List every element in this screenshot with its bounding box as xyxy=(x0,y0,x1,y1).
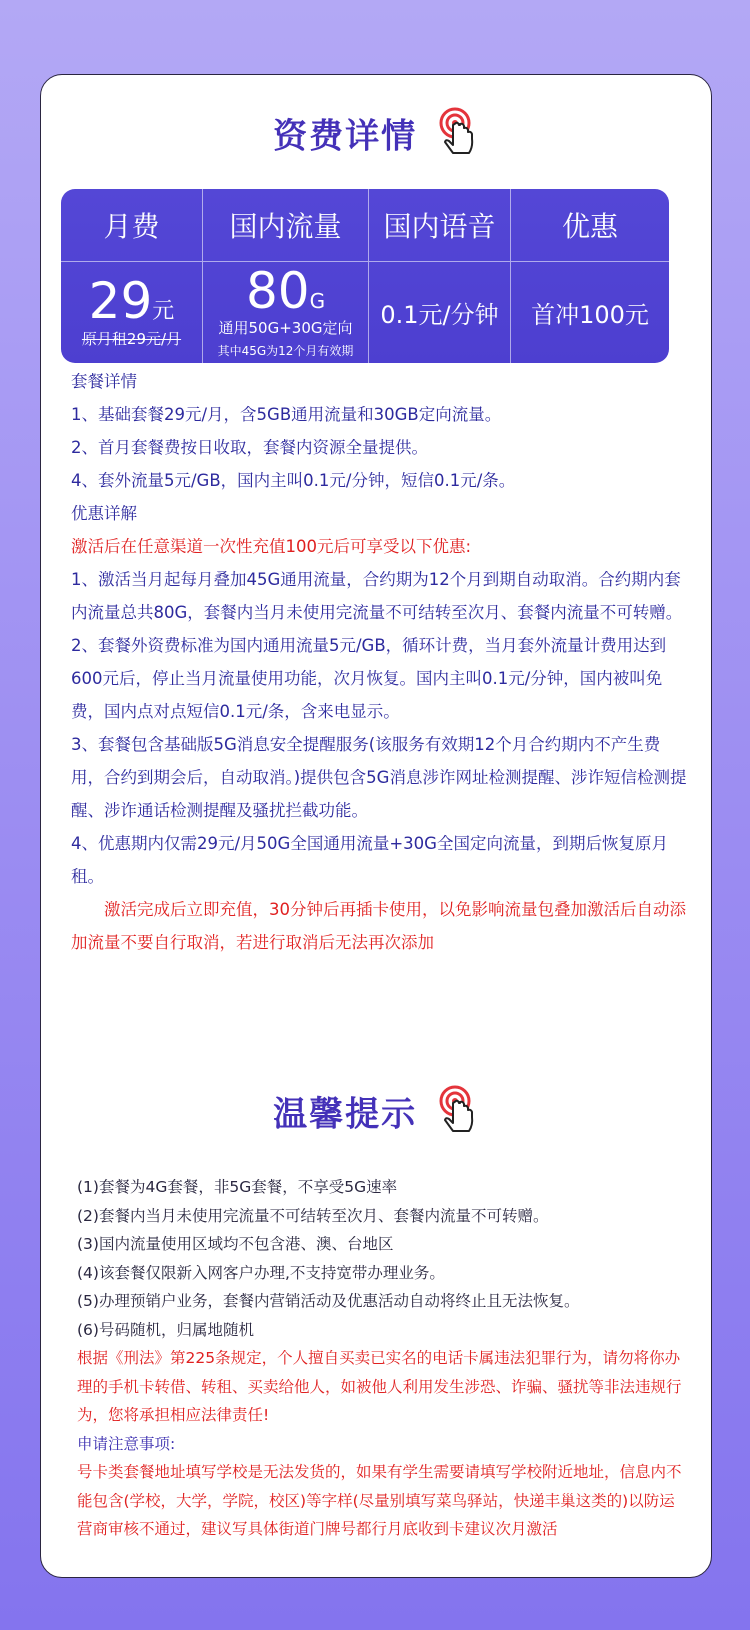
data-cell xyxy=(203,261,369,363)
fee-unit: 元 xyxy=(152,299,175,324)
promo-item: 1、激活当月起每月叠加45G通用流量，合约期为12个月到期自动取消。合约期内套内流量总共80G，套餐内当月未使用完流量不可结转至次月、套餐内流量不可转赠。 xyxy=(71,570,683,622)
plan-details xyxy=(71,365,691,959)
tip-item: (6)号码随机，归属地随机 xyxy=(77,1320,254,1339)
apply-notice: 号卡类套餐地址填写学校是无法发货的，如果有学生需要请填写学校附近地址，信息内不能包含(学校，大学，学院，校区)等字样(尽量别填写菜鸟驿站，快递丰巢这类的)以防运营商审核不通过，建议写具体街道门牌号都行月底收到卡建议次月激活 xyxy=(77,1463,682,1538)
apply-heading: 申请注意事项: xyxy=(77,1434,176,1453)
promo-item: 4、优惠期内仅需29元/月50G全国通用流量+30G全国定向流量，到期后恢复原月租。 xyxy=(71,834,668,886)
original-fee: 原月租29元/月 xyxy=(81,330,182,348)
promo-intro: 激活后在任意渠道一次性充值100元后可享受以下优惠: xyxy=(71,537,472,556)
header-monthly-fee: 月费 xyxy=(61,189,203,261)
tip-item: (1)套餐为4G套餐，非5G套餐，不享受5G速率 xyxy=(77,1178,398,1196)
package-item: 1、基础套餐29元/月，含5GB通用流量和30GB定向流量。 xyxy=(71,405,502,424)
tips-list xyxy=(77,1173,689,1544)
pricing-title: 资费详情 xyxy=(273,116,418,157)
hand-pointer-icon xyxy=(439,1085,479,1137)
fee-amount: 29 xyxy=(88,272,153,330)
plan-card xyxy=(40,74,712,1578)
promo-item: 2、套餐外资费标准为国内通用流量5元/GB，循环计费，当月套外流量计费用达到600元后，停止当月流量使用功能，次月恢复。国内主叫0.1元/分钟，国内被叫免费，国内点对点短信0.1元/条，含来电显示。 xyxy=(71,636,667,721)
header-domestic-data: 国内流量 xyxy=(203,189,369,261)
package-item: 4、套外流量5元/GB，国内主叫0.1元/分钟，短信0.1元/条。 xyxy=(71,471,516,490)
pricing-table xyxy=(61,189,669,363)
tips-heading xyxy=(41,1085,711,1137)
header-promo: 优惠 xyxy=(561,210,618,243)
data-validity: 其中45G为12个月有效期 xyxy=(217,343,354,358)
tip-item: (2)套餐内当月未使用完流量不可结转至次月、套餐内流量不可转赠。 xyxy=(77,1206,549,1225)
monthly-fee-cell xyxy=(61,261,203,363)
activation-notice: 激活完成后立即充值，30分钟后再插卡使用，以免影响流量包叠加激活后自动添加流量不要自行取消，若进行取消后无法再次添加 xyxy=(71,900,686,952)
promo-item: 3、套餐包含基础版5G消息安全提醒服务(该服务有效期12个月合约期内不产生费用，合约到期会后，自动取消。)提供包含5G消息涉诈网址检测提醒、涉诈短信检测提醒、涉诈通话检测提醒及骚扰拦截功能。 xyxy=(71,735,687,820)
tips-title: 温馨提示 xyxy=(273,1094,418,1135)
package-heading: 套餐详情 xyxy=(71,372,137,391)
header-domestic-voice: 国内语音 xyxy=(369,189,511,261)
promo-cell: 首冲100元 xyxy=(511,261,669,363)
pricing-heading xyxy=(41,107,711,159)
tip-item: (3)国内流量使用区域均不包含港、澳、台地区 xyxy=(77,1235,394,1253)
tip-item: (5)办理预销户业务，套餐内营销活动及优惠活动自动将终止且无法恢复。 xyxy=(77,1292,580,1310)
package-item: 2、首月套餐费按日收取，套餐内资源全量提供。 xyxy=(71,438,428,457)
law-notice: 根据《刑法》第225条规定，个人擅自买卖已实名的电话卡属违法犯罪行为，请勿将你办理的手机卡转借、转租、买卖给他人，如被他人利用发生涉恐、诈骗、骚扰等非法违规行为，您将承担相应法律责任! xyxy=(77,1349,682,1424)
data-breakdown: 通用50G+30G定向 xyxy=(218,318,353,337)
data-unit: G xyxy=(309,288,326,313)
promo-heading: 优惠详解 xyxy=(71,504,137,523)
data-amount: 80 xyxy=(245,261,310,320)
voice-cell: 0.1元/分钟 xyxy=(369,261,511,363)
tip-item: (4)该套餐仅限新入网客户办理,不支持宽带办理业务。 xyxy=(77,1263,445,1282)
hand-pointer-icon xyxy=(439,107,479,159)
